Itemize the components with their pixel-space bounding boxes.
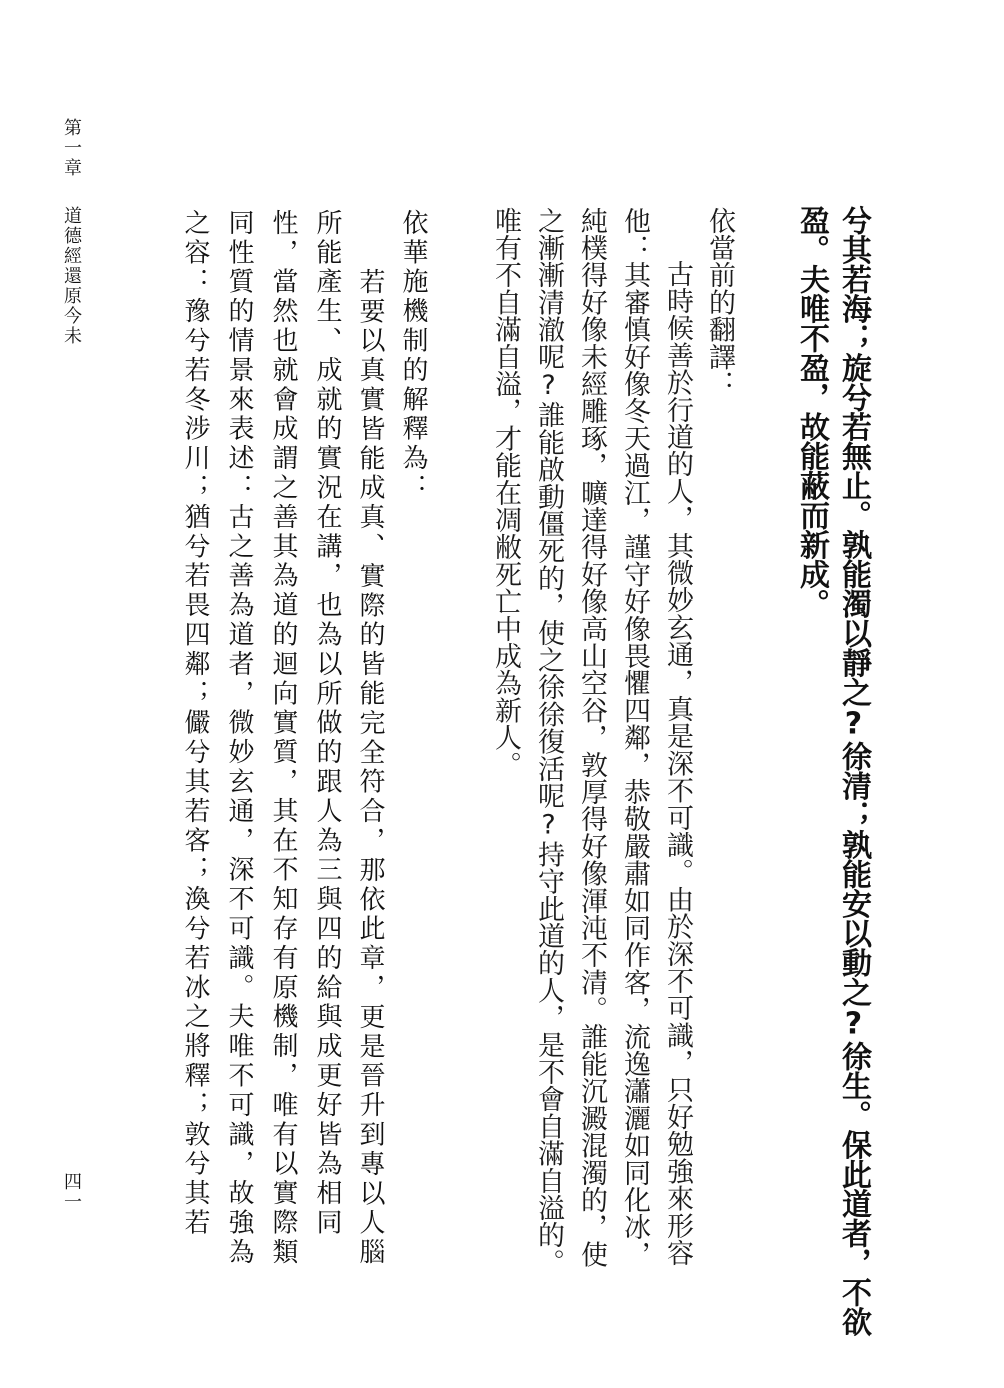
translation-line-5: 唯有不自滿自溢，才能在凋敝死亡中成為新人。 <box>490 207 521 779</box>
translation-line-4: 之漸漸清澈呢?誰能啟動僵死的，使之徐徐復活呢?持守此道的人，是不會自滿自溢的。 <box>533 207 564 1276</box>
explanation-line-2: 所能產生、成就的實況在講，也為以所做的跟人為三與四的給與成更好皆為相同 <box>312 209 342 1238</box>
running-header-chapter: 第一章 <box>61 118 82 178</box>
explanation-line-1: 若要以真實皆能成真、實際的皆能完全符合，那依此章，更是晉升到專以人腦 <box>355 268 385 1268</box>
translation-line-2: 他：其審慎好像冬天過江，謹守好像畏懼四鄰，恭敬嚴肅如同作客，流逸瀟灑如同化冰， <box>619 207 650 1268</box>
classic-text-line-2: 盈。夫唯不盈，故能蔽而新成。 <box>794 205 829 618</box>
running-header-title: 道德經還原今未 <box>61 206 82 346</box>
page-number: 四一 <box>61 1172 82 1212</box>
translation-heading: 依當前的翻譯： <box>704 207 735 398</box>
explanation-heading: 依華施機制的解釋為： <box>398 209 428 503</box>
translation-line-1: 古時候善於行道的人，其微妙玄通，真是深不可識。由於深不可識，只好勉強來形容 <box>662 260 693 1267</box>
explanation-line-5: 之容：豫兮若冬涉川；猶兮若畏四鄰；儼兮其若客；渙兮若冰之將釋；敦兮其若 <box>180 209 210 1238</box>
classic-text-line-1: 兮其若海；旋兮若無止。孰能濁以靜之?徐清；孰能安以動之?徐生。保此道者，不欲 <box>836 205 871 1336</box>
translation-line-3: 純樸得好像未經雕琢，曠達得好像高山空谷，敦厚得好像渾沌不清。誰能沉澱混濁的，使 <box>576 207 607 1268</box>
explanation-line-3: 性，當然也就會成謂之善其為道的迴向實質，其在不知存有原機制，唯有以實際類 <box>268 209 298 1268</box>
explanation-line-4: 同性質的情景來表述：古之善為道者，微妙玄通，深不可識。夫唯不可識，故強為 <box>224 209 254 1268</box>
